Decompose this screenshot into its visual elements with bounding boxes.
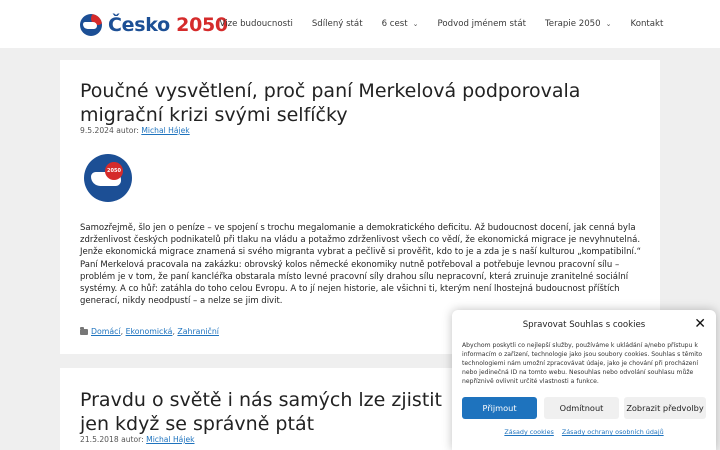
article-title[interactable]: Pravdu o světě i nás samých lze zjistit jen když se správně ptát xyxy=(80,389,442,435)
nav-item-podvod[interactable] xyxy=(428,19,535,29)
nav-item-vize[interactable] xyxy=(210,19,302,29)
category-link[interactable]: Domácí xyxy=(91,327,121,336)
chevron-down-icon: ⌄ xyxy=(605,20,612,28)
site-logo[interactable] xyxy=(80,14,228,36)
nav-item-kontakt[interactable] xyxy=(621,19,673,29)
featured-image[interactable] xyxy=(84,154,132,202)
cookie-consent-dialog xyxy=(452,310,716,450)
nav-item-label: 6 cest xyxy=(381,19,408,29)
preferences-button[interactable]: Zobrazit předvolby xyxy=(624,397,706,419)
author-prefix: autor: xyxy=(116,126,139,135)
consent-title: Spravovat Souhlas s cookies xyxy=(522,320,646,330)
consent-text: Abychom poskytli co nejlepší služby, používáme k ukládání a/nebo přístupu k informacím o zařízení, technologie jako jsou soubory cookies. Souhlas s těmito technologiemi nám umožní zpracovávat údaje, jako je chování při procházení nebo jedinečná ID na tomto webu. Nesouhlas nebo odvolání souhlasu může nepříznivě ovlivnit určité vlastnosti a funkce. xyxy=(462,342,703,385)
cookie-policy-link[interactable]: Zásady cookies xyxy=(504,428,554,436)
nav-item-6-cest[interactable] xyxy=(372,19,428,29)
site-header xyxy=(0,0,720,48)
folder-icon xyxy=(80,329,88,335)
author-prefix: autor: xyxy=(121,435,144,444)
accept-button[interactable]: Přijmout xyxy=(462,397,537,419)
nav-item-label: Kontakt xyxy=(630,19,664,29)
nav-item-label: Terapie 2050 xyxy=(545,19,601,29)
logo-year: 2050 xyxy=(176,14,228,36)
logo-name: Česko xyxy=(108,14,170,36)
article-meta xyxy=(80,126,190,135)
nav-item-sdileny-stat[interactable] xyxy=(302,19,372,29)
chevron-down-icon: ⌄ xyxy=(412,20,419,28)
article-meta xyxy=(80,435,195,444)
logo-icon xyxy=(80,14,102,36)
image-badge: 2050 xyxy=(105,162,123,180)
article-title[interactable]: Poučné vysvětlení, proč paní Merkelová podporovala migrační krizi svými selfíčky xyxy=(80,80,581,126)
article-date: 21.5.2018 xyxy=(80,435,119,444)
deny-button[interactable]: Odmítnout xyxy=(544,397,619,419)
category-link[interactable]: Zahraniční xyxy=(177,327,219,336)
article-date: 9.5.2024 xyxy=(80,126,114,135)
close-icon[interactable]: ✕ xyxy=(694,316,706,332)
nav-item-label: Podvod jménem stát xyxy=(437,19,526,29)
nav-item-terapie[interactable] xyxy=(536,19,621,29)
privacy-policy-link[interactable]: Zásady ochrany osobních údajů xyxy=(561,428,664,436)
article-categories: Domácí , Ekonomická , Zahraniční xyxy=(80,327,219,336)
consent-links xyxy=(452,428,716,436)
author-link[interactable]: Michal Hájek xyxy=(146,435,195,444)
main-nav xyxy=(210,0,673,48)
category-link[interactable]: Ekonomická xyxy=(125,327,173,336)
nav-item-label: Sdílený stát xyxy=(311,19,363,29)
article-excerpt: Samozřejmě, šlo jen o peníze – ve spojení s trochu megalomanie a demokratického deficitu. Až budoucnost docení, jak cenná byla zdrženlivost českých podnikatelů při tlaku na vládu a potažmo zdrženlivost všech co vědí, že ekonomická migrace je nevyhnutelná. Jenže ekonomická migrace znamená si svého migranta vybrat a pečlivě si prověřit, kdo to je a zda je s naší kulturou „kompatibilní.“ Paní Merkelová pracovala na zakázku: obrovský kolos německé ekonomiky nutně potřeboval a potřebuje levnou pracovní sílu – problém je v tom, že paní kancléřka obstarala místo levné pracovní síly drahou sílu nepracovní, která zruinuje zranitelné sociální systémy. A co hůř: zatáhla do toho celou Evropu. A to jí nejen historie, ale všichni ti, kterým není lhostejná budoucnost příštích generací, nikdy neodpustí – a nelze se jim divit. xyxy=(80,223,641,307)
author-link[interactable]: Michal Hájek xyxy=(141,126,190,135)
nav-item-label: Vize budoucnosti xyxy=(219,19,293,29)
